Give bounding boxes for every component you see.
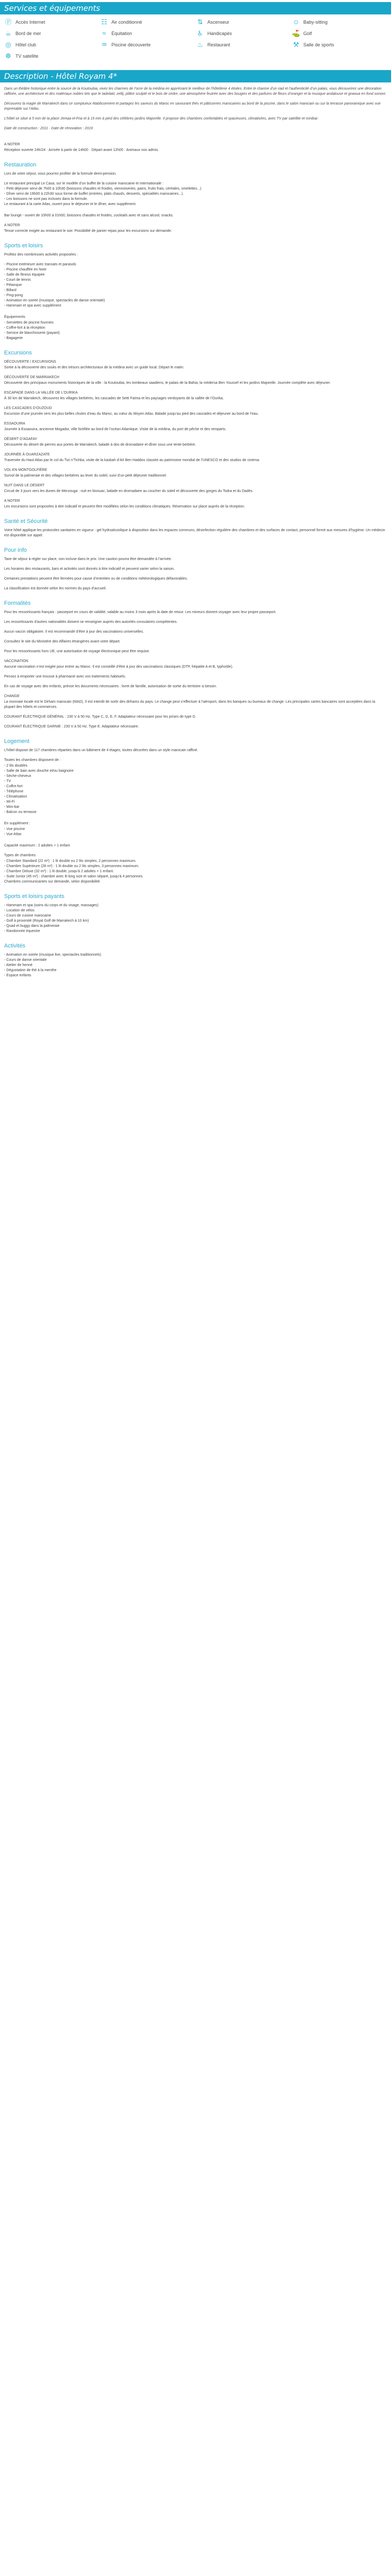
list-item: - Location de vélos — [4, 909, 35, 912]
excursion-title: VOL EN MONTGOLFIÈRE — [4, 468, 47, 472]
parking-icon: Ⓟ — [5, 18, 12, 26]
types-list — [4, 859, 387, 879]
excursions-note-label: A NOTER — [4, 499, 20, 503]
service-label: Handicapés — [207, 31, 232, 36]
list-item: - Mini-bar — [4, 805, 20, 809]
sports-title: Sports et loisirs — [4, 243, 43, 249]
vaccination-title: VACCINATION — [4, 659, 28, 663]
service-label: Salle de sports — [303, 42, 334, 47]
list-item: - Vue piscine — [4, 827, 25, 831]
service-item — [4, 40, 100, 49]
service-label: Restaurant — [207, 42, 231, 47]
restauration-title: Restauration — [4, 162, 37, 168]
golf-icon: ⛳ — [291, 29, 301, 37]
sports2-list — [4, 903, 387, 934]
excursion-title: ESCAPADE DANS LA VALLÉE DE L’OURIKA — [4, 391, 78, 395]
formalites-text-5: Pour les ressortissants hors UE, une autorisation de voyage électronique peut être requise. — [4, 650, 150, 653]
excursion-title: JOURNÉE À OUARZAZATE — [4, 453, 50, 456]
pool-icon: ♒ — [101, 41, 107, 48]
list-item: - Téléphone — [4, 790, 24, 793]
excursion-title: ESSAOUIRA — [4, 422, 25, 426]
excursion-text: Découverte des principaux monuments historiques de la ville : la Koutoubia, les tombeaux saadiens, le palais de la Bahia, la médersa Ben Youssef et les jardins Majorelle. Journée complète avec déjeuner. — [4, 381, 331, 385]
service-item — [100, 29, 196, 38]
list-item: - Wi-Fi — [4, 800, 15, 804]
sports2-title: Sports et loisirs payants — [4, 893, 64, 900]
list-item: - Quad et buggy dans la palmeraie — [4, 924, 60, 928]
service-label: Air conditionné — [111, 20, 142, 25]
elevator-icon: ⇅ — [197, 18, 203, 26]
excursions-text: Sortie à la découverte des souks et des trésors architecturaux de la médina avec un guide local. Départ le matin. — [4, 366, 185, 369]
list-item: - Cours de danse orientale — [4, 958, 47, 962]
list-item: - Salle de fitness équipée — [4, 273, 45, 277]
list-item: - Petit déjeuner servi de 7h00 à 10h30 (boissons chaudes et froides, viennoiseries, pains, fruits frais, céréales, omelettes...) — [4, 187, 202, 191]
intro-paragraph-3: L’hôtel se situe à 5 min de la place Jemaa el-Fna et à 15 min à pied des célèbres jardins Majorelle. Il propose des chambres confortables et spacieuses, climatisées, avec TV par satellite et minibar. — [4, 117, 319, 121]
change-title: CHANGE — [4, 694, 20, 698]
access-label: A NOTER — [4, 143, 20, 146]
restaurant-icon: ♨ — [197, 41, 203, 48]
list-item: - Bagagerie — [4, 336, 23, 340]
seaside-icon: ≈ — [102, 29, 106, 37]
activites-list — [4, 953, 387, 978]
excursion-title: DÉCOUVERTE DE MARRAKECH — [4, 376, 59, 379]
formalites-text-4: Consultez le site du Ministère des Affaires étrangères avant votre départ. — [4, 640, 121, 643]
service-item — [292, 29, 388, 38]
logement-cap-label: En supplément : — [4, 822, 30, 825]
logement-equip: Toutes les chambres disposent de : — [4, 758, 61, 762]
list-item: - Coffre-fort à la réception — [4, 326, 45, 330]
excursions-note: Les excursions sont proposées à titre indicatif et peuvent être modifiées selon les conditions climatiques. Réservation sur place auprès de la réception. — [4, 505, 245, 509]
intro-paragraph-1: Dans un théâtre historique entre la source de la Koutoubia, vivez les charmes de l’ocre de la médina en appréciant le meilleur de l’hôtellerie 4 étoiles. Entre le charme d’un riad et l’authenticité d’un palais, vous découvrirez une décoration raffinée, une architecture et des matériaux nobles tels que le tadelakt, zellij, plâtre sculpté et le bois de cèdre, une atmosphère feutrée avec des bougies et des parfums de fleurs d’oranger et la musique andalouse et gnaoua en fond sonore. — [4, 87, 386, 96]
list-item: - Atelier de henné — [4, 963, 32, 967]
restauration-note-label: A NOTER — [4, 224, 20, 227]
equipments-label: Équipements — [4, 315, 25, 319]
logement-list — [4, 764, 387, 815]
sports-list — [4, 262, 387, 309]
list-item: - Ping-pong — [4, 294, 23, 297]
service-item — [292, 40, 388, 49]
excursion-text: Survol de la palmeraie et des villages berbères au lever du soleil, suivi d’un petit déjeuner traditionnel. — [4, 474, 167, 478]
list-item: - TV — [4, 779, 11, 783]
services-grid — [0, 14, 391, 63]
pour-info-text-4: La classification est donnée selon les normes du pays d’accueil. — [4, 587, 107, 590]
list-item: - Balcon ou terrasse — [4, 810, 37, 814]
services-band — [0, 2, 391, 14]
restauration-note: Tenue correcte exigée au restaurant le soir. Possibilité de panier repas pour les excursions sur demande. — [4, 229, 172, 233]
courant-text-2: COURANT ÉLECTRIQUE GARNIE : 230 V à 50 Hz. Type E. Adaptateur nécessaire. — [4, 725, 139, 728]
intro-paragraph-4: Date de construction : 2011 · Date de rénovation : 2019 — [4, 127, 93, 130]
list-item: - Serviettes de piscine fournies — [4, 321, 54, 325]
content — [0, 82, 391, 978]
list-item: - Coffre-fort — [4, 785, 23, 788]
bar-icon: ☕ — [5, 29, 11, 37]
intro-paragraph-2: Découvrez la magie de Marrakech dans ce somptueux établissement et partagez les saveurs du Maroc en savourant thés et pâtisseries marocaines au bord de la piscine, dans le salon marocain ou sur la terrasse panoramique avec vue imprenable sur l’Atlas. — [4, 102, 381, 111]
pour-info-text-1: Taxe de séjour à régler sur place, non incluse dans le prix. Une caution pourra être demandée à l’arrivée. — [4, 557, 172, 561]
excursion-title: LES CASCADES D’OUZOUD — [4, 406, 52, 410]
logement-note: Chambres communicantes sur demande, selon disponibilité. — [4, 880, 101, 884]
page — [0, 2, 391, 978]
excursion-text: Journée à Essaouira, ancienne Mogador, ville fortifiée au bord de l’océan Atlantique. Visite de la médina, du port de pêche et des remparts. — [4, 428, 226, 431]
list-item: - Chambre Standard (22 m²) : 1 lit double ou 2 lits simples, 2 personnes maximum. — [4, 859, 136, 863]
baby-icon: ☺ — [292, 18, 300, 26]
service-label: Golf — [303, 31, 312, 36]
formalites-text-3: Aucun vaccin obligatoire. Il est recommandé d’être à jour des vaccinations universelles. — [4, 630, 144, 634]
service-label: Bord de mer — [15, 31, 41, 36]
bar-text: Bar lounge - ouvert de 10h00 à 01h00, boissons chaudes et froides, cocktails avec et sans alcool, snacks. — [4, 214, 174, 217]
list-item: - Les boissons ne sont pas incluses dans la formule. — [4, 197, 88, 201]
excursions-intro: DÉCOUVERTE / EXCURSIONS — [4, 360, 56, 364]
service-item — [292, 18, 388, 27]
excursions-title: Excursions — [4, 350, 32, 356]
service-item — [100, 40, 196, 49]
service-label: Baby-sitting — [303, 20, 328, 25]
list-item: - Dîner servi de 19h00 à 22h30 sous forme de buffet (entrées, plats chauds, desserts, spécialités marocaines...). — [4, 192, 184, 196]
list-item: - Pétanque — [4, 283, 22, 287]
list-item: - Chambre Supérieure (28 m²) : 1 lit double ou 2 lits simples, 3 personnes maximum. — [4, 865, 139, 868]
excursions-list — [4, 375, 387, 494]
list-item: Le restaurant principal Le Casa, sur le modèle d’un buffet de la cuisine marocaine et internationale : — [4, 182, 164, 185]
list-item: - 2 lits doubles — [4, 764, 28, 768]
restauration-intro: Lors de votre séjour, vous pourrez profiter de la formule demi-pension. — [4, 172, 117, 176]
service-label: TV satellite — [15, 54, 39, 59]
list-item: - Piscine extérieure avec transats et parasols — [4, 263, 76, 266]
excursion-text: À 30 km de Marrakech, découvrez les villages berbères, les cascades de Setti Fatma et les paysages verdoyants de la vallée de l’Ourika. — [4, 397, 224, 400]
formalites-text-2: Les ressortissants d’autres nationalités doivent se renseigner auprès des autorités consulaires compétentes. — [4, 620, 178, 624]
restauration-list — [4, 181, 387, 207]
pour-info-title: Pour info — [4, 547, 27, 553]
formalites-text-1: Pour les ressortissants français : passeport en cours de validité, valable au moins 3 mois après la date de retour. Les mineurs doivent voyager avec leur propre passeport. — [4, 611, 276, 614]
service-item — [196, 40, 292, 49]
list-item: - Cours de cuisine marocaine — [4, 914, 52, 918]
list-item: - Hammam et spa (soins du corps et du visage, massages) — [4, 904, 99, 907]
vaccination-text-2: Pensez à emporter une trousse à pharmacie avec vos traitements habituels. — [4, 675, 126, 679]
list-item: - Salle de bain avec douche et/ou baignoire — [4, 769, 74, 773]
excursion-title: DÉSERT D’AGAFAY — [4, 437, 38, 441]
service-label: Équitation — [111, 31, 133, 36]
list-item: - Suite Junior (45 m²) : chambre avec lit king size et salon séparé, jusqu’à 4 personnes. — [4, 875, 144, 878]
excursion-text: Excursion d’une journée vers les plus belles chutes d’eau du Maroc, au cœur du Moyen Atlas. Balade jusqu’au pied des cascades et déjeuner au bord de l’eau. — [4, 412, 259, 416]
service-label: Hôtel club — [15, 42, 37, 47]
formalites-title: Formalités — [4, 600, 31, 606]
equipments-list — [4, 320, 387, 341]
list-item: - Hammam et spa avec supplément — [4, 304, 61, 308]
list-item: - Animation en soirée (musique, spectacles de danse orientale) — [4, 299, 105, 302]
vaccination-text-3: En cas de voyage avec des enfants, prévoir les documents nécessaires : livret de famille, autorisation de sortie du territoire si besoin. — [4, 685, 217, 688]
clipboard-icon: ☷ — [101, 18, 107, 26]
list-item: - Dégustation de thé à la menthe — [4, 969, 57, 972]
logement-capacity: Capacité maximum : 2 adultes + 1 enfant — [4, 844, 70, 848]
pour-info-text-3: Certaines prestations peuvent être fermées pour cause d’entretien ou de conditions météorologiques défavorables. — [4, 577, 188, 581]
activites-title: Activités — [4, 943, 25, 949]
list-item: - Sèche-cheveux — [4, 774, 31, 778]
list-item: - Climatisation — [4, 795, 27, 799]
pour-info-text-2: Les horaires des restaurants, bars et activités sont donnés à titre indicatif et peuvent varier selon la saison. — [4, 567, 175, 571]
sante-text: Votre hôtel applique les protocoles sanitaires en vigueur : gel hydroalcoolique à disposition dans les espaces communs, désinfection régulière des chambres et des surfaces de contact, personnel formé aux mesures d’hygiène. Un médecin est disponible sur appel. — [4, 529, 385, 537]
service-label: Accès Internet — [15, 20, 45, 25]
service-item — [4, 18, 100, 27]
service-item — [4, 52, 100, 61]
gym-icon: ⚒ — [293, 41, 299, 48]
list-item: - Vue Atlas — [4, 833, 22, 836]
list-item: - Golf à proximité (Royal Golf de Marrakech à 10 km) — [4, 919, 89, 923]
wheelchair-icon: ♿ — [197, 29, 203, 37]
vaccination-text-1: Aucune vaccination n’est exigée pour entrer au Maroc. Il est conseillé d’être à jour des vaccinations classiques (DTP, hépatite A et B, typhoïde). — [4, 665, 233, 669]
list-item: - Court de tennis — [4, 278, 31, 282]
access-text: Réception ouverte 24h/24 · Arrivée à partir de 14h00 · Départ avant 12h00 · Animaux non admis. — [4, 148, 159, 152]
logement-cap-list — [4, 827, 387, 837]
service-item — [196, 29, 292, 38]
list-item: - Animation en soirée (musique live, spectacles traditionnels) — [4, 953, 101, 957]
service-item — [100, 18, 196, 27]
types-label: Types de chambres — [4, 854, 36, 857]
excursion-text: Traversée du Haut Atlas par le col du Tizi n’Tichka, visite de la kasbah d’Aït Ben Haddou classée au patrimoine mondial de l’UNESCO et des studios de cinéma. — [4, 459, 260, 462]
fan-icon: ❆ — [5, 52, 11, 60]
service-item — [4, 29, 100, 38]
services-band-title: Services et équipements — [4, 4, 101, 13]
list-item: - Espace enfants — [4, 974, 31, 977]
description-band-title: Description - Hôtel Royam 4* — [4, 72, 117, 81]
list-item: - Randonnée équestre — [4, 929, 40, 933]
service-label: Ascenseur — [207, 20, 230, 25]
service-item — [196, 18, 292, 27]
logement-title: Logement — [4, 738, 29, 744]
excursion-text: Découverte du désert de pierres aux portes de Marrakech, balade à dos de dromadaire et dîner sous une tente berbère. — [4, 443, 197, 447]
list-item: - Service de blanchisserie (payant) — [4, 331, 60, 335]
sports-intro: Profitez des nombreuses activités proposées : — [4, 253, 78, 257]
excursion-title: NUIT DANS LE DÉSERT — [4, 484, 45, 487]
list-item: - Billard — [4, 289, 17, 292]
sante-title: Santé et Sécurité — [4, 518, 48, 524]
list-item: Le restaurant à la carte Atlas, ouvert pour le déjeuner et le dîner, avec supplément. — [4, 202, 137, 206]
logement-intro: L’hôtel dispose de 117 chambres réparties dans un bâtiment de 4 étages, toutes décorées dans un style marocain raffiné. — [4, 749, 199, 752]
list-item: - Chambre Deluxe (32 m²) : 1 lit double, jusqu’à 2 adultes + 1 enfant. — [4, 870, 114, 873]
change-text: La monnaie locale est le Dirham marocain (MAD). Il est interdit de sortir des dirhams du pays. Le change peut s’effectuer à l’aéroport, dans les banques ou bureaux de change. Les principales cartes bancaires sont acceptées dans la plupart des hôtels et commerces. — [4, 700, 376, 709]
list-item: - Piscine chauffée en hiver — [4, 268, 47, 272]
excursion-text: Circuit de 3 jours vers les dunes de Merzouga : nuit en bivouac, balade en dromadaire au coucher du soleil et découverte des gorges du Todra et du Dadès. — [4, 489, 254, 493]
courant-text-1: COURANT ÉLECTRIQUE GÉNÉRAL : 230 V à 50 Hz. Type C, D, E, F. Adaptateur nécessaire pour les prises de type D. — [4, 715, 197, 719]
description-band — [0, 70, 391, 82]
wifi-icon: ◎ — [5, 41, 11, 48]
service-label: Piscine découverte — [111, 42, 151, 47]
